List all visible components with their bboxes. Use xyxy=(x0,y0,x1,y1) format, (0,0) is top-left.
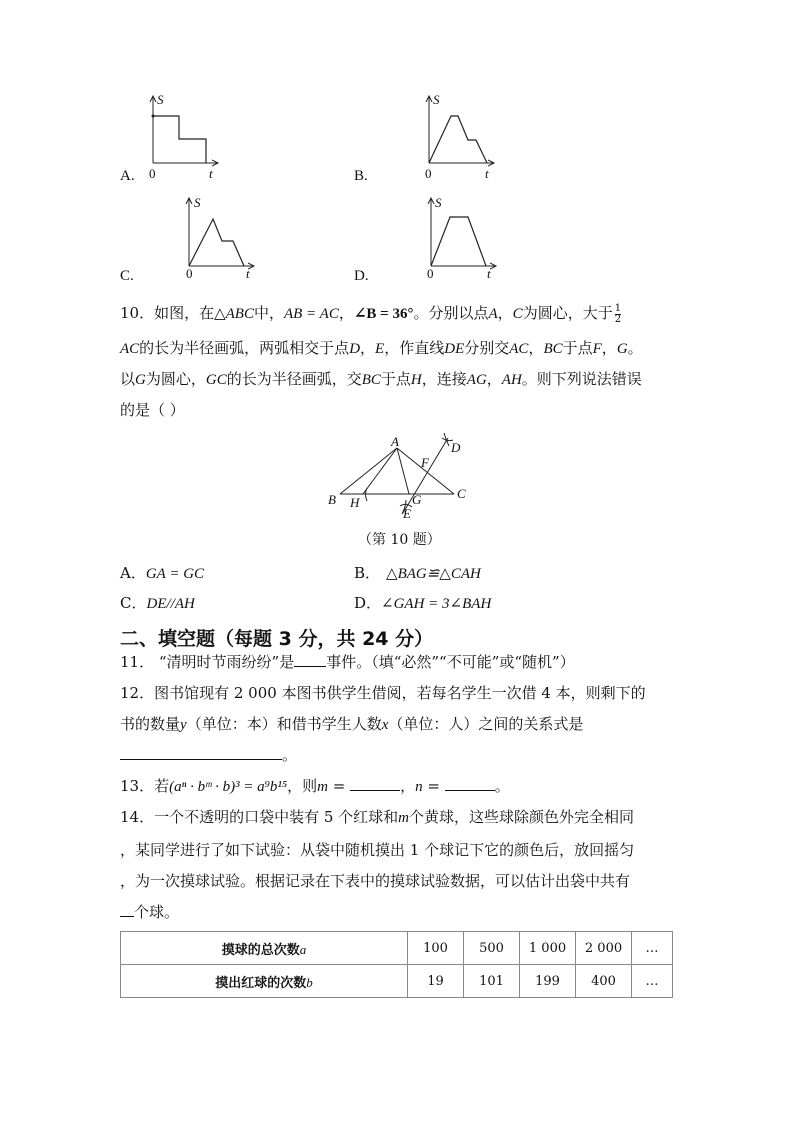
q14-line1: 14．一个不透明的口袋中装有 5 个红球和m个黄球，这些球除颜色外完全相同 xyxy=(120,808,635,826)
axis-s-d: S xyxy=(435,195,442,210)
fig-label-c: C xyxy=(457,486,466,501)
fig-label-g: G xyxy=(412,492,422,507)
table-cell: … xyxy=(632,932,673,965)
table-cell: … xyxy=(632,965,673,998)
origin-c: 0 xyxy=(186,266,193,281)
answer-blank[interactable] xyxy=(294,652,326,667)
axis-s-c: S xyxy=(194,195,201,210)
option-b-label: B. xyxy=(354,168,368,184)
table-row-header: 摸球的总次数a xyxy=(121,932,408,965)
q10-line3: 以G为圆心，GC的长为半径画弧，交BC于点H，连接AG，AH。则下列说法错误 xyxy=(120,370,642,388)
option-a-label: A. xyxy=(120,168,135,184)
origin-d: 0 xyxy=(427,266,434,281)
q10-option-a: A．GA = GC xyxy=(120,564,205,582)
table-cell: 199 xyxy=(520,965,576,998)
fraction-half: $\frac{1}{2}$ xyxy=(614,302,622,325)
fig-label-b: B xyxy=(328,492,336,507)
axis-s-b: S xyxy=(433,92,440,107)
fig-label-f: F xyxy=(421,455,429,470)
table-cell: 500 xyxy=(464,932,520,965)
option-c-label: C. xyxy=(120,268,134,284)
q12-line2: 书的数量y（单位：本）和借书学生人数x（单位：人）之间的关系式是 xyxy=(120,715,584,733)
q10-line4: 的是（ ） xyxy=(120,401,185,419)
axis-t-a: t xyxy=(209,166,213,181)
q10-option-b: B． △BAG≌△CAH xyxy=(354,564,481,582)
answer-blank[interactable] xyxy=(120,745,282,760)
fig-label-h: H xyxy=(350,495,360,510)
table-cell: 2 000 xyxy=(576,932,632,965)
section-heading: 二、填空题（每题 3 分，共 24 分） xyxy=(120,628,434,650)
axis-s-a: S xyxy=(157,92,164,107)
table-row xyxy=(121,965,673,998)
table-row xyxy=(121,932,673,965)
table-row-header: 摸出红球的次数b xyxy=(121,965,408,998)
origin-a: 0 xyxy=(149,166,156,181)
table-cell: 19 xyxy=(408,965,464,998)
axis-t-d: t xyxy=(487,266,491,281)
table-cell: 1 000 xyxy=(520,932,576,965)
table-cell: 400 xyxy=(576,965,632,998)
q14-line3: ，为一次摸球试验。根据记录在下表中的摸球试验数据，可以估计出袋中共有 xyxy=(120,872,631,890)
q10-line1: 10．如图，在△ABC中，AB = AC，∠B = 36°。分别以点A，C为圆心，大于 $\frac{1}{2}$ xyxy=(120,302,622,325)
q14-line4: 个球。 xyxy=(120,902,179,922)
table-cell: 100 xyxy=(408,932,464,965)
answer-blank-m[interactable] xyxy=(350,776,400,791)
fig-label-e: E xyxy=(403,506,411,521)
fig-label-a: A xyxy=(391,434,399,449)
option-d-label: D. xyxy=(354,268,369,284)
q10-option-c: C．DE//AH xyxy=(120,594,195,612)
q10-line2: AC的长为半径画弧，两弧相交于点D，E，作直线DE分别交AC，BC于点F，G。 xyxy=(120,339,643,357)
q11: 11． “清明时节雨纷纷”是 事件。（填“必然”“不可能”或“随机”） xyxy=(120,653,575,671)
answer-blank-n[interactable] xyxy=(445,776,495,791)
fig-label-d: D xyxy=(451,440,461,455)
ball-experiment-table xyxy=(120,931,673,998)
answer-blank[interactable] xyxy=(120,902,134,917)
q12-line1: 12．图书馆现有 2 000 本图书供学生借阅，若每名学生一次借 4 本，则剩下的 xyxy=(120,684,646,702)
axis-t-c: t xyxy=(246,266,250,281)
q10-caption: （第 10 题） xyxy=(358,532,441,548)
q10-option-d: D．∠GAH = 3∠BAH xyxy=(354,594,492,612)
q14-line2: ，某同学进行了如下试验：从袋中随机摸出 1 个球记下它的颜色后，放回摇匀 xyxy=(120,841,635,859)
q12-line3: 。 xyxy=(120,745,297,765)
origin-b: 0 xyxy=(425,166,432,181)
axis-t-b: t xyxy=(485,166,489,181)
q13: 13．若(aⁿ · bᵐ · b)³ = a⁹b¹⁵，则m = ，n = 。 xyxy=(120,777,510,795)
table-cell: 101 xyxy=(464,965,520,998)
